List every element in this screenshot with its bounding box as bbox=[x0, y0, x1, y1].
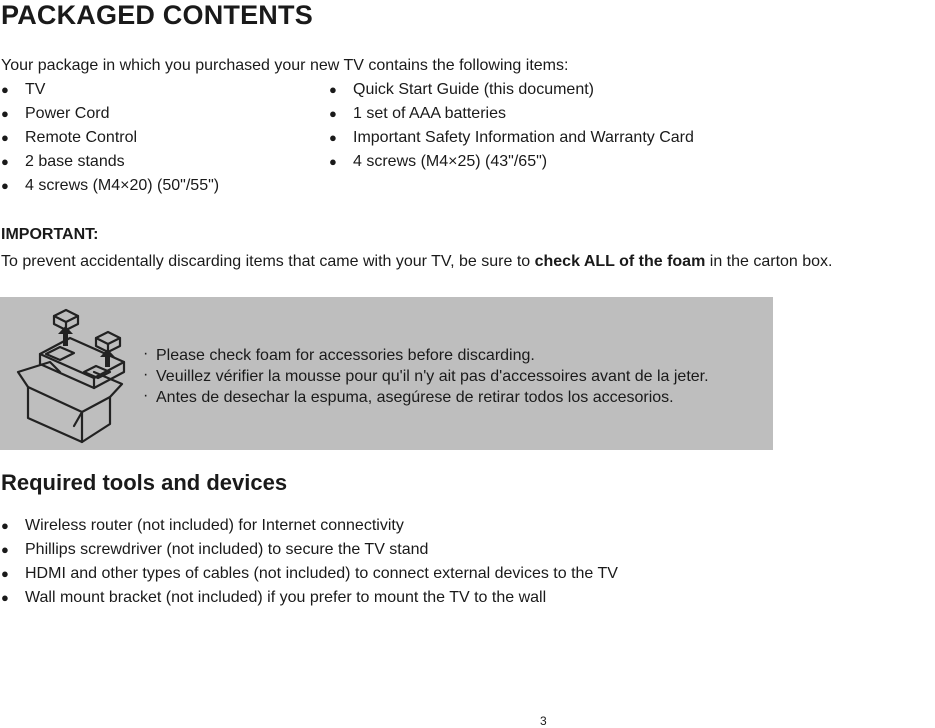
list-item-label: Important Safety Information and Warranty Card bbox=[353, 129, 694, 146]
list-item-label: 4 screws (M4×20) (50"/55") bbox=[25, 177, 220, 194]
list-item-label: 2 base stands bbox=[25, 153, 125, 170]
list-item-label: Phillips screwdriver (not included) to secure the TV stand bbox=[25, 541, 429, 558]
list-item-label: Quick Start Guide (this document) bbox=[353, 81, 594, 98]
bullet-icon: ● bbox=[329, 130, 337, 145]
bullet-icon: ● bbox=[1, 566, 9, 581]
foam-box-illustration-icon bbox=[14, 302, 132, 450]
notice-marker: · bbox=[143, 387, 149, 404]
important-text-before: To prevent accidentally discarding items that came with your TV, be sure to bbox=[1, 253, 535, 270]
important-text bbox=[1, 253, 833, 271]
list-item-label: Wall mount bracket (not included) if you prefer to mount the TV to the wall bbox=[25, 589, 547, 606]
list-item-label: Remote Control bbox=[25, 129, 138, 146]
page-title: PACKAGED CONTENTS bbox=[1, 0, 313, 30]
tools-heading: Required tools and devices bbox=[1, 470, 288, 495]
list-item-label: 1 set of AAA batteries bbox=[353, 105, 506, 122]
list-item-label: 4 screws (M4×25) (43"/65") bbox=[353, 153, 548, 170]
bullet-icon: ● bbox=[1, 82, 9, 97]
page-number: 3 bbox=[540, 714, 547, 728]
foam-notice-text: Antes de desechar la espuma, asegúrese de retirar todos los accesorios. bbox=[156, 389, 674, 406]
notice-marker: · bbox=[143, 345, 149, 362]
bullet-icon: ● bbox=[1, 106, 9, 121]
foam-notice-text: Veuillez vérifier la mousse pour qu'il n'y ait pas d'accessoires avant de la jeter. bbox=[156, 368, 709, 385]
important-heading: IMPORTANT: bbox=[1, 226, 99, 243]
bullet-icon: ● bbox=[1, 518, 9, 533]
bullet-icon: ● bbox=[1, 590, 9, 605]
important-text-after: in the carton box. bbox=[705, 253, 833, 270]
important-text-bold: check ALL of the foam bbox=[534, 253, 706, 270]
bullet-icon: ● bbox=[1, 130, 9, 145]
list-item-label: TV bbox=[25, 81, 46, 98]
bullet-icon: ● bbox=[1, 542, 9, 557]
bullet-icon: ● bbox=[1, 154, 9, 169]
bullet-icon: ● bbox=[1, 178, 9, 193]
notice-marker: · bbox=[143, 366, 149, 383]
bullet-icon: ● bbox=[329, 154, 337, 169]
list-item-label: HDMI and other types of cables (not included) to connect external devices to the TV bbox=[25, 565, 618, 582]
foam-notice-text: Please check foam for accessories before discarding. bbox=[156, 347, 535, 364]
bullet-icon: ● bbox=[329, 82, 337, 97]
foam-notice-box bbox=[0, 297, 773, 450]
intro-text: Your package in which you purchased your new TV contains the following items: bbox=[1, 57, 569, 74]
list-item-label: Power Cord bbox=[25, 105, 110, 122]
bullet-icon: ● bbox=[329, 106, 337, 121]
list-item-label: Wireless router (not included) for Internet connectivity bbox=[25, 517, 404, 534]
